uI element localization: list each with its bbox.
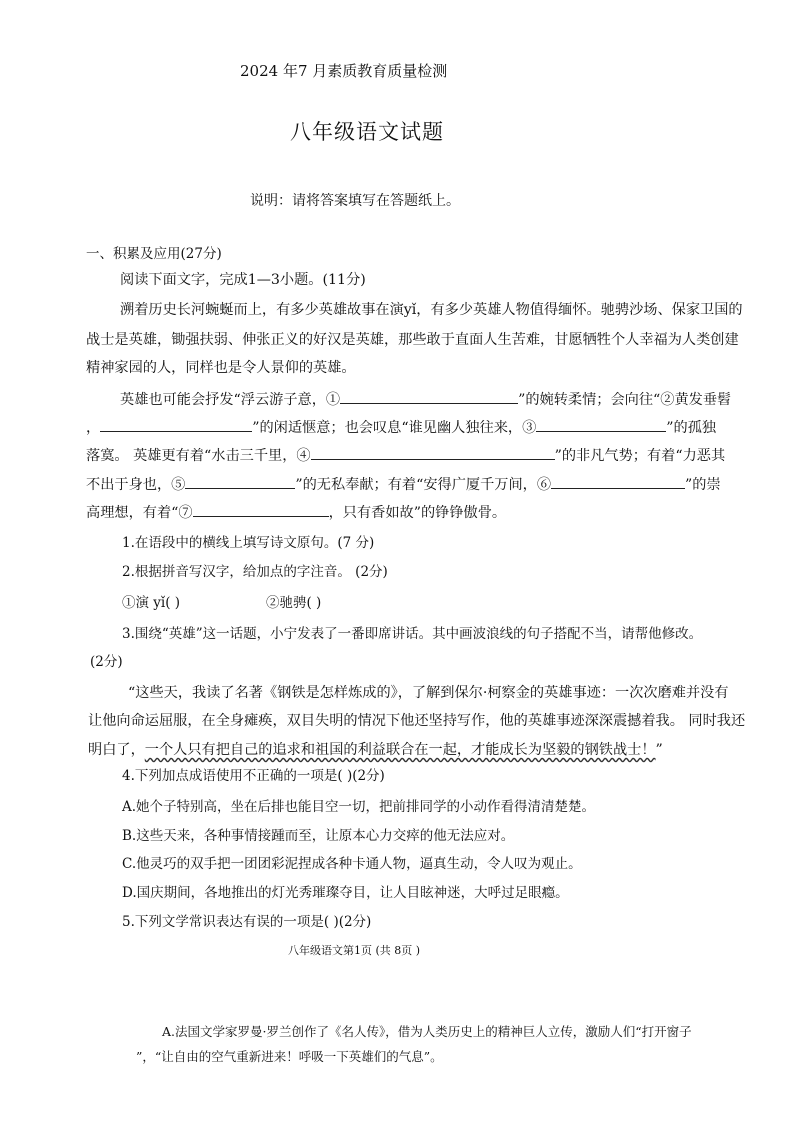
para2-text: ”的无私奉献；有着“安得广厦千万间，⑥ xyxy=(295,477,552,493)
quote-line3 xyxy=(88,736,663,764)
question-2-item-a: ①演 yǐ( ) xyxy=(122,595,181,611)
reading-intro: 阅读下面文字，完成1—3小题。(11分) xyxy=(120,272,366,288)
answer-blank-3[interactable] xyxy=(536,415,666,432)
question-4-option-c: C.他灵巧的双手把一团团彩泥捏成各种卡通人物，逼真生动，令人叹为观止。 xyxy=(122,856,582,872)
answer-blank-5[interactable] xyxy=(185,472,295,489)
quote-line1: “这些天，我读了名著《钢铁是怎样炼成的》，了解到保尔·柯察金的英雄事迹：一次次磨难并没有 xyxy=(128,685,729,701)
next-page-line2: ”，“让自由的空气重新进来！呼吸一下英雄们的气息”。 xyxy=(136,1049,443,1064)
para2-text: 不出于身也，⑤ xyxy=(86,477,186,493)
para2-text: ，只有香如故”的铮铮傲骨。 xyxy=(328,505,507,521)
question-2: 2.根据拼音写汉字，给加点的字注音。 (2分) xyxy=(122,564,388,580)
question-3-line1: 3.围绕“英雄”这一话题，小宁发表了一番即席讲话。其中画波浪线的句子搭配不当，请帮他修改。 xyxy=(122,626,703,642)
answer-blank-7[interactable] xyxy=(193,500,329,517)
answer-blank-1[interactable] xyxy=(340,387,518,404)
exam-note: 说明：请将答案填写在答题纸上。 xyxy=(250,193,460,209)
para2-text: ”的孤独 xyxy=(666,420,717,436)
quote-text: 明白了， xyxy=(88,742,145,758)
para2-text: ”的闲适惬意；也会叹息“谁见幽人独往来，③ xyxy=(252,420,537,436)
quote-text: ” xyxy=(655,742,663,758)
question-5: 5.下列文学常识表达有误的一项是( )(2分) xyxy=(122,914,372,930)
para2-text: ”的婉转柔情；会向往“②黄发垂髫 xyxy=(518,392,732,408)
para2-text: ， xyxy=(86,420,101,436)
para1-line2: 战士是英雄，锄强扶弱、伸张正义的好汉是英雄，那些敢于直面人生苦难，甘愿牺牲个人幸福为人类创建 xyxy=(86,332,739,348)
answer-blank-2[interactable] xyxy=(100,415,252,432)
exam-title: 八年级语文试题 xyxy=(290,120,444,144)
question-4: 4.下列加点成语使用不正确的一项是( )(2分) xyxy=(122,768,385,784)
question-3-line2: (2分) xyxy=(90,654,123,670)
para2-text: 高理想，有着“⑦ xyxy=(86,505,193,521)
question-4-option-a: A.她个子特别高，坐在后排也能目空一切，把前排同学的小动作看得清清楚楚。 xyxy=(122,799,596,815)
quote-line2: 让他向命运屈服，在全身瘫痪，双目失明的情况下他还坚持写作，他的英雄事迹深深震撼着我。 同时我还 xyxy=(88,713,746,729)
question-4-option-b: B.这些天来，各种事情接踵而至，让原本心力交瘁的他无法应对。 xyxy=(122,828,515,844)
question-1: 1.在语段中的横线上填写诗文原句。(7 分) xyxy=(122,535,375,551)
para2-line4 xyxy=(86,471,721,499)
para2-text: 落寞。 英雄更有着“水击三千里，④ xyxy=(86,448,311,464)
question-4-option-d: D.国庆期间，各地推出的灯光秀璀璨夺目，让人目眩神迷，大呼过足眼瘾。 xyxy=(122,885,569,901)
section-heading: 一、积累及应用(27分) xyxy=(86,246,222,262)
para2-text: ”的崇 xyxy=(685,477,721,493)
next-page-line1: A.法国文学家罗曼·罗兰创作了《名人传》，借为人类历史上的精神巨人立传，激励人们“打开窗子 xyxy=(162,1024,692,1039)
wavy-underlined-sentence: 一个人只有把自己的追求和祖国的利益联合在一起，才能成长为坚毅的钢铁战士！ xyxy=(144,742,656,758)
para2-line5 xyxy=(86,499,506,527)
page-footer: 八年级语文第1页 (共 8页 ) xyxy=(288,944,421,957)
para2-text: 英雄也可能会抒发“浮云游子意，① xyxy=(120,392,341,408)
answer-blank-4[interactable] xyxy=(311,443,555,460)
answer-blank-6[interactable] xyxy=(551,472,685,489)
exam-header: 2024 年7 月素质教育质量检测 xyxy=(240,62,448,80)
para2-text: ”的非凡气势；有着“力恶其 xyxy=(554,448,726,464)
para1-line1: 溯着历史长河蜿蜒而上，有多少英雄故事在演yǐ，有多少英雄人物值得缅怀。驰骋沙场、保家卫国的 xyxy=(120,302,743,318)
para1-line3: 精神家园的人，同样也是令人景仰的英雄。 xyxy=(86,360,356,376)
question-2-item-b: ②驰骋( ) xyxy=(266,595,322,611)
para2-line2 xyxy=(86,414,716,442)
para2-line1 xyxy=(120,386,731,414)
para2-line3 xyxy=(86,442,725,470)
